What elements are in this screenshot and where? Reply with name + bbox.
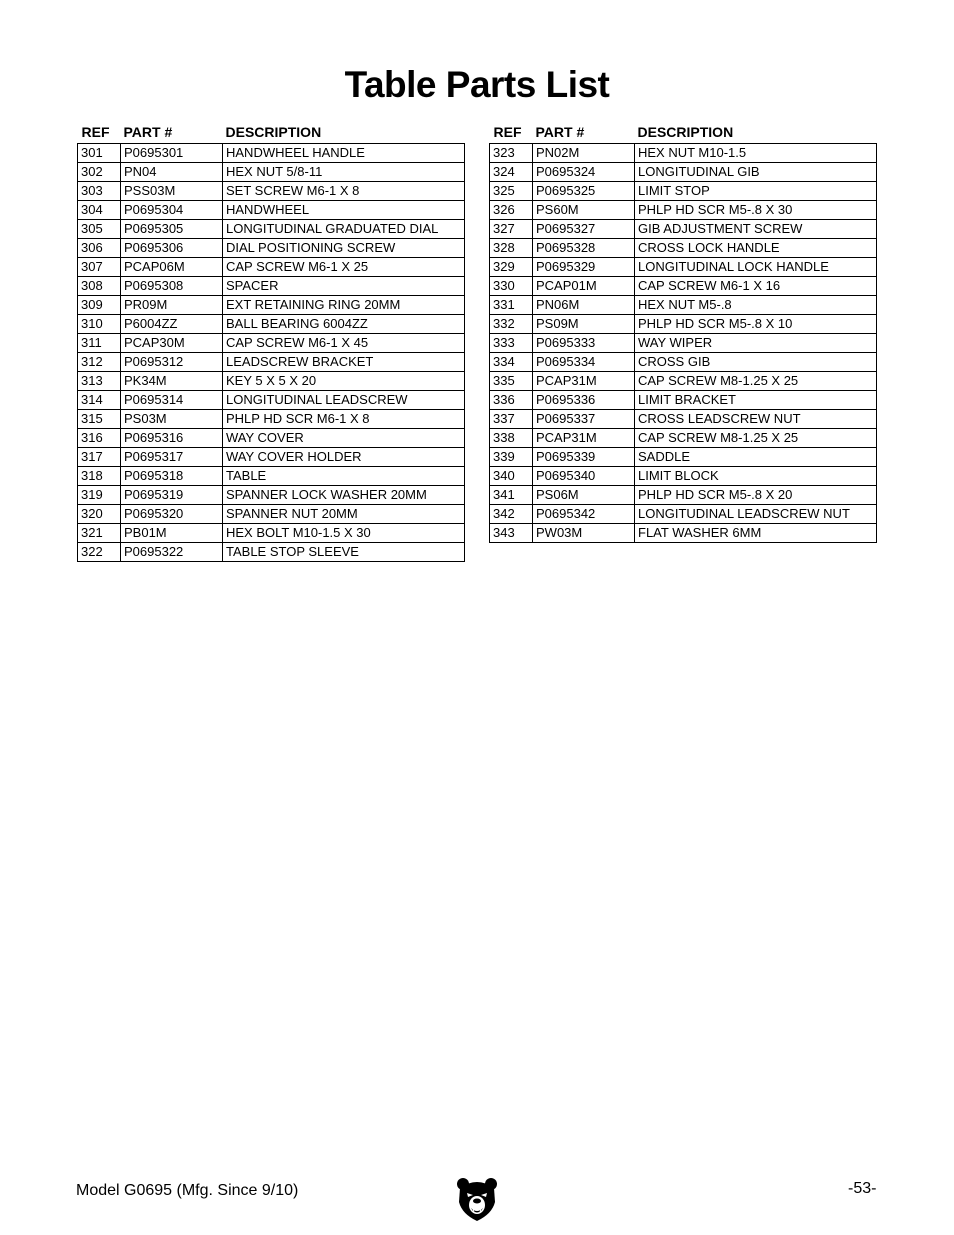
cell-ref: 304	[78, 201, 121, 220]
cell-ref: 329	[490, 258, 533, 277]
cell-part-number: PN04	[121, 163, 223, 182]
cell-part-number: P0695301	[121, 144, 223, 163]
cell-ref: 314	[78, 391, 121, 410]
cell-part-number: P0695314	[121, 391, 223, 410]
table-row	[78, 144, 465, 163]
cell-part-number: P0695328	[533, 239, 635, 258]
table-row	[490, 201, 877, 220]
cell-part-number: P0695337	[533, 410, 635, 429]
cell-part-number: P0695312	[121, 353, 223, 372]
cell-part-number: P0695339	[533, 448, 635, 467]
cell-part-number: P0695333	[533, 334, 635, 353]
table-row	[490, 410, 877, 429]
cell-part-number: PW03M	[533, 524, 635, 543]
cell-part-number: P0695325	[533, 182, 635, 201]
cell-ref: 320	[78, 505, 121, 524]
cell-part-number: PR09M	[121, 296, 223, 315]
cell-part-number: PB01M	[121, 524, 223, 543]
cell-description: HANDWHEEL	[223, 201, 465, 220]
cell-ref: 315	[78, 410, 121, 429]
table-row	[78, 201, 465, 220]
cell-ref: 316	[78, 429, 121, 448]
cell-ref: 322	[78, 543, 121, 562]
table-row	[78, 220, 465, 239]
table-row	[78, 277, 465, 296]
table-row	[490, 239, 877, 258]
cell-part-number: P0695308	[121, 277, 223, 296]
cell-ref: 307	[78, 258, 121, 277]
cell-ref: 312	[78, 353, 121, 372]
cell-ref: 309	[78, 296, 121, 315]
table-row	[78, 182, 465, 201]
table-row	[78, 429, 465, 448]
cell-description: DIAL POSITIONING SCREW	[223, 239, 465, 258]
cell-ref: 326	[490, 201, 533, 220]
cell-description: CROSS LEADSCREW NUT	[635, 410, 877, 429]
cell-description: HEX NUT M5-.8	[635, 296, 877, 315]
cell-description: LIMIT STOP	[635, 182, 877, 201]
cell-part-number: PS03M	[121, 410, 223, 429]
cell-part-number: PCAP31M	[533, 372, 635, 391]
cell-ref: 319	[78, 486, 121, 505]
cell-part-number: P0695306	[121, 239, 223, 258]
table-row	[78, 505, 465, 524]
cell-part-number: P0695316	[121, 429, 223, 448]
cell-part-number: P0695320	[121, 505, 223, 524]
table-row	[78, 315, 465, 334]
cell-part-number: PCAP06M	[121, 258, 223, 277]
cell-ref: 306	[78, 239, 121, 258]
table-row	[490, 467, 877, 486]
table-row	[78, 163, 465, 182]
cell-description: HEX NUT 5/8-11	[223, 163, 465, 182]
cell-description: LONGITUDINAL LEADSCREW NUT	[635, 505, 877, 524]
cell-description: CAP SCREW M6-1 X 16	[635, 277, 877, 296]
table-row	[490, 524, 877, 543]
cell-description: CAP SCREW M8-1.25 X 25	[635, 372, 877, 391]
cell-description: LONGITUDINAL GIB	[635, 163, 877, 182]
cell-description: LONGITUDINAL LOCK HANDLE	[635, 258, 877, 277]
cell-description: SPANNER NUT 20MM	[223, 505, 465, 524]
cell-ref: 323	[490, 144, 533, 163]
header-ref: REF	[81, 124, 110, 140]
cell-part-number: P0695336	[533, 391, 635, 410]
cell-description: LONGITUDINAL GRADUATED DIAL	[223, 220, 465, 239]
header-ref: REF	[493, 124, 522, 140]
header-part: PART #	[123, 124, 173, 140]
cell-ref: 333	[490, 334, 533, 353]
cell-description: CROSS GIB	[635, 353, 877, 372]
cell-description: HEX NUT M10-1.5	[635, 144, 877, 163]
cell-part-number: P0695324	[533, 163, 635, 182]
cell-part-number: PS06M	[533, 486, 635, 505]
cell-part-number: P0695340	[533, 467, 635, 486]
table-row	[78, 410, 465, 429]
cell-description: CROSS LOCK HANDLE	[635, 239, 877, 258]
cell-part-number: PS60M	[533, 201, 635, 220]
table-row	[78, 524, 465, 543]
table-row	[78, 448, 465, 467]
cell-ref: 321	[78, 524, 121, 543]
cell-ref: 330	[490, 277, 533, 296]
cell-description: FLAT WASHER 6MM	[635, 524, 877, 543]
cell-ref: 328	[490, 239, 533, 258]
table-row	[78, 372, 465, 391]
cell-ref: 339	[490, 448, 533, 467]
cell-description: KEY 5 X 5 X 20	[223, 372, 465, 391]
table-row	[78, 239, 465, 258]
parts-table-left	[77, 121, 465, 562]
cell-part-number: P0695317	[121, 448, 223, 467]
cell-part-number: PSS03M	[121, 182, 223, 201]
cell-part-number: P0695322	[121, 543, 223, 562]
cell-ref: 341	[490, 486, 533, 505]
cell-description: GIB ADJUSTMENT SCREW	[635, 220, 877, 239]
cell-ref: 340	[490, 467, 533, 486]
cell-ref: 337	[490, 410, 533, 429]
table-row	[490, 486, 877, 505]
table-row	[78, 258, 465, 277]
table-row	[490, 296, 877, 315]
cell-part-number: P0695334	[533, 353, 635, 372]
header-description: DESCRIPTION	[637, 124, 734, 140]
table-row	[78, 353, 465, 372]
cell-ref: 327	[490, 220, 533, 239]
cell-description: LIMIT BLOCK	[635, 467, 877, 486]
header-part: PART #	[535, 124, 585, 140]
cell-description: BALL BEARING 6004ZZ	[223, 315, 465, 334]
cell-part-number: P0695319	[121, 486, 223, 505]
cell-ref: 325	[490, 182, 533, 201]
cell-description: CAP SCREW M8-1.25 X 25	[635, 429, 877, 448]
table-row	[490, 315, 877, 334]
page-title: Table Parts List	[344, 64, 610, 105]
footer-model: Model G0695 (Mfg. Since 9/10)	[76, 1182, 299, 1199]
cell-description: LEADSCREW BRACKET	[223, 353, 465, 372]
cell-description: WAY COVER HOLDER	[223, 448, 465, 467]
table-row	[78, 296, 465, 315]
parts-table-right	[489, 121, 877, 543]
cell-part-number: PCAP30M	[121, 334, 223, 353]
cell-part-number: PCAP01M	[533, 277, 635, 296]
table-row	[490, 182, 877, 201]
table-row	[490, 353, 877, 372]
table-row	[490, 429, 877, 448]
cell-ref: 311	[78, 334, 121, 353]
table-row	[78, 467, 465, 486]
cell-description: WAY COVER	[223, 429, 465, 448]
cell-ref: 324	[490, 163, 533, 182]
cell-ref: 335	[490, 372, 533, 391]
cell-description: SET SCREW M6-1 X 8	[223, 182, 465, 201]
table-row	[490, 258, 877, 277]
cell-part-number: P0695305	[121, 220, 223, 239]
cell-ref: 332	[490, 315, 533, 334]
cell-description: SPANNER LOCK WASHER 20MM	[223, 486, 465, 505]
table-row	[78, 334, 465, 353]
cell-ref: 336	[490, 391, 533, 410]
table-row	[78, 486, 465, 505]
cell-description: HEX BOLT M10-1.5 X 30	[223, 524, 465, 543]
header-description: DESCRIPTION	[225, 124, 322, 140]
table-row	[490, 372, 877, 391]
cell-ref: 302	[78, 163, 121, 182]
cell-description: PHLP HD SCR M5-.8 X 20	[635, 486, 877, 505]
cell-ref: 338	[490, 429, 533, 448]
cell-description: EXT RETAINING RING 20MM	[223, 296, 465, 315]
page-number: -53-	[848, 1180, 877, 1197]
cell-description: HANDWHEEL HANDLE	[223, 144, 465, 163]
table-row	[490, 448, 877, 467]
cell-ref: 334	[490, 353, 533, 372]
table-row	[78, 543, 465, 562]
cell-ref: 301	[78, 144, 121, 163]
table-row	[490, 391, 877, 410]
table-row	[78, 391, 465, 410]
table-row	[490, 334, 877, 353]
cell-description: CAP SCREW M6-1 X 25	[223, 258, 465, 277]
cell-ref: 310	[78, 315, 121, 334]
cell-part-number: P0695327	[533, 220, 635, 239]
cell-part-number: PN02M	[533, 144, 635, 163]
cell-ref: 317	[78, 448, 121, 467]
cell-description: PHLP HD SCR M5-.8 X 30	[635, 201, 877, 220]
bear-head-icon	[456, 1176, 498, 1222]
table-row	[490, 163, 877, 182]
cell-part-number: PN06M	[533, 296, 635, 315]
table-header-row	[490, 121, 877, 144]
cell-ref: 313	[78, 372, 121, 391]
cell-part-number: P0695342	[533, 505, 635, 524]
cell-description: CAP SCREW M6-1 X 45	[223, 334, 465, 353]
cell-part-number: PCAP31M	[533, 429, 635, 448]
table-row	[490, 277, 877, 296]
cell-part-number: P0695304	[121, 201, 223, 220]
table-row	[490, 505, 877, 524]
cell-ref: 331	[490, 296, 533, 315]
cell-part-number: PK34M	[121, 372, 223, 391]
cell-description: WAY WIPER	[635, 334, 877, 353]
cell-ref: 343	[490, 524, 533, 543]
table-header-row	[78, 121, 465, 144]
cell-description: PHLP HD SCR M5-.8 X 10	[635, 315, 877, 334]
cell-description: SADDLE	[635, 448, 877, 467]
cell-part-number: PS09M	[533, 315, 635, 334]
table-row	[490, 144, 877, 163]
cell-description: TABLE	[223, 467, 465, 486]
cell-description: LIMIT BRACKET	[635, 391, 877, 410]
cell-description: PHLP HD SCR M6-1 X 8	[223, 410, 465, 429]
cell-description: TABLE STOP SLEEVE	[223, 543, 465, 562]
cell-ref: 342	[490, 505, 533, 524]
cell-ref: 318	[78, 467, 121, 486]
cell-description: SPACER	[223, 277, 465, 296]
cell-ref: 308	[78, 277, 121, 296]
cell-part-number: P6004ZZ	[121, 315, 223, 334]
cell-ref: 303	[78, 182, 121, 201]
cell-description: LONGITUDINAL LEADSCREW	[223, 391, 465, 410]
cell-ref: 305	[78, 220, 121, 239]
table-row	[490, 220, 877, 239]
cell-part-number: P0695318	[121, 467, 223, 486]
cell-part-number: P0695329	[533, 258, 635, 277]
